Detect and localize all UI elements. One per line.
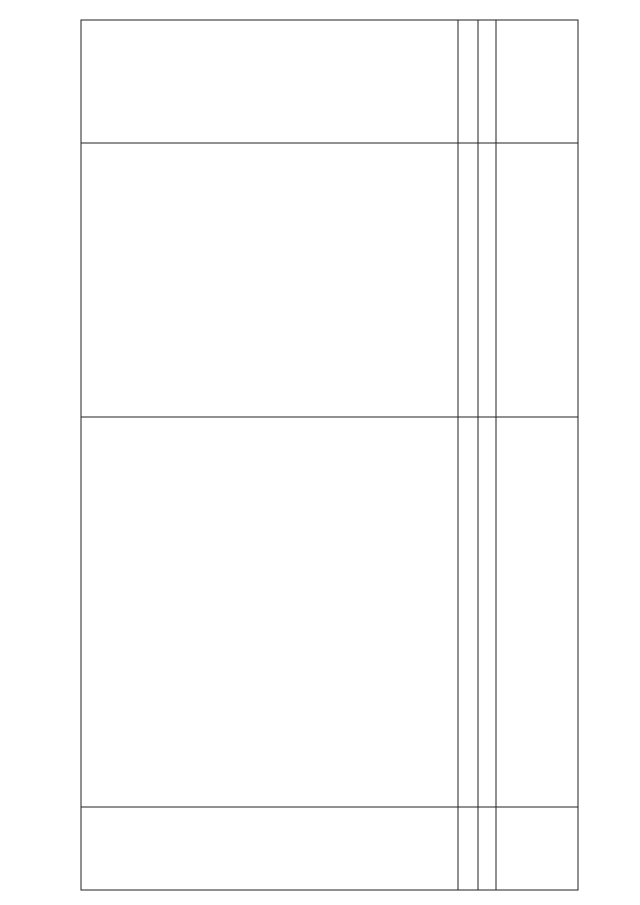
total-row-label bbox=[458, 418, 478, 808]
total-row-quantity bbox=[458, 144, 478, 418]
continuation-row-quantity bbox=[82, 144, 458, 418]
continuation-row-label bbox=[82, 808, 458, 890]
section-row-label bbox=[478, 418, 496, 808]
continuation-row-note bbox=[82, 19, 458, 144]
continuation-row-content bbox=[82, 418, 458, 808]
next-row-label bbox=[496, 808, 580, 890]
section-row-quantity bbox=[478, 144, 496, 418]
next-row-content bbox=[496, 418, 580, 808]
document-table bbox=[81, 20, 579, 891]
